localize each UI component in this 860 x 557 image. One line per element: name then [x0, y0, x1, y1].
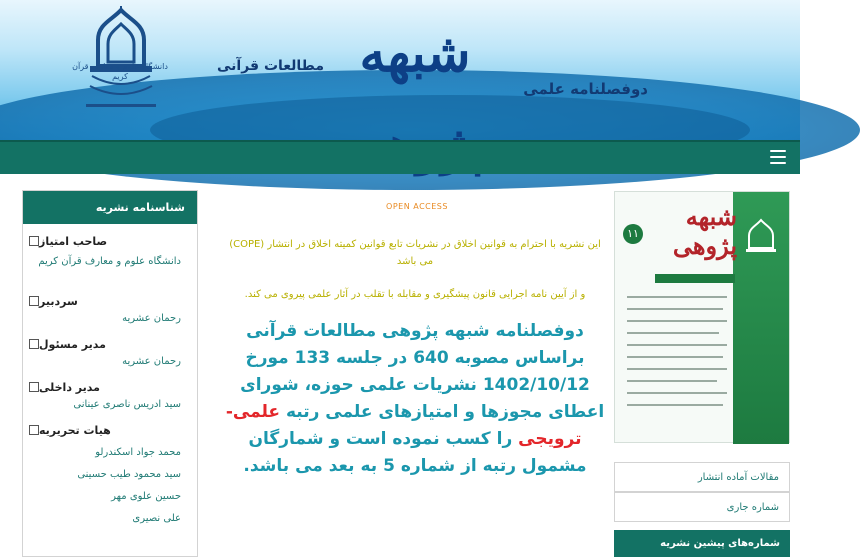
accreditation-statement — [222, 318, 608, 480]
role-label: سردبیر — [39, 294, 78, 308]
cover-subtitle-bar — [655, 274, 735, 283]
role-editor-in-chief-value[interactable]: رحمان عشریه — [122, 313, 181, 324]
role-managing-director — [23, 337, 181, 351]
cover-journal-title: شبهه پژوهی — [672, 202, 737, 260]
link-articles-in-press[interactable]: مقالات آماده انتشار — [614, 462, 790, 492]
cover-toc-line — [627, 332, 719, 334]
journal-identity-panel — [22, 190, 198, 557]
hamburger-line — [770, 162, 786, 164]
checkbox-icon — [29, 236, 39, 246]
checkbox-icon — [29, 296, 39, 306]
cover-toc-line — [627, 308, 723, 310]
link-current-issue[interactable]: شماره جاری — [614, 492, 790, 522]
cover-toc-line — [627, 392, 727, 394]
role-label: مدیر مسئول — [39, 337, 106, 351]
journal-identity-list — [23, 224, 197, 528]
cover-toc-line — [627, 344, 727, 346]
role-managing-director-value[interactable]: رحمان عشریه — [122, 356, 181, 367]
role-owner — [23, 234, 181, 248]
regulation-notice: و از آیین نامه اجرایی قانون پیشگیری و مقابله با تقلب در آثار علمی پیروی می کند. — [244, 289, 586, 300]
cover-issue-number: ۱۱ — [623, 224, 643, 244]
cover-toc-line — [627, 296, 727, 298]
accreditation-text-part1: دوفصلنامه شبهه پژوهی مطالعات قرآنی براساس مصوبه 640 در جلسه 133 مورخ 1402/10/12 نشریات علمی حوزه، شورای اعطای مجوزها و امتیازهای علمی رتبه — [240, 321, 605, 422]
header-banner — [0, 0, 800, 140]
cover-toc-line — [627, 368, 727, 370]
cover-toc-line — [627, 380, 717, 382]
main-content — [222, 190, 608, 557]
journal-subtitle-quranic-studies: مطالعات قرآنی — [216, 58, 324, 74]
role-internal-manager — [23, 380, 181, 394]
hamburger-line — [770, 150, 786, 152]
role-label: صاحب امتیاز — [39, 234, 108, 248]
cover-toc-line — [627, 404, 723, 406]
journal-cover-image[interactable] — [614, 191, 790, 443]
checkbox-icon — [29, 382, 39, 392]
checkbox-icon — [29, 425, 39, 435]
role-editor-in-chief — [23, 294, 181, 308]
journal-type-label: دوفصلنامه علمی — [523, 80, 648, 98]
main-navbar — [0, 140, 800, 174]
checkbox-icon — [29, 339, 39, 349]
editorial-board-member[interactable]: حسین علوی مهر — [111, 491, 181, 502]
cover-toc-line — [627, 320, 727, 322]
role-internal-manager-value[interactable]: سید ادریس ناصری عینانی — [73, 399, 181, 410]
logo-caption: دانشگاه علوم و معارف قرآن کریم — [72, 62, 168, 81]
open-access-badge[interactable] — [362, 202, 472, 220]
editorial-board-member[interactable]: محمد جواد اسکندرلو — [95, 447, 181, 458]
accreditation-rank-highlight: علمی- ترویجی — [225, 402, 582, 449]
editorial-board-member[interactable]: علی نصیری — [132, 513, 181, 524]
hamburger-line — [770, 156, 786, 158]
hamburger-menu-icon[interactable] — [770, 150, 786, 164]
open-access-label: OPEN ACCESS — [386, 202, 448, 211]
accreditation-text-part2: را کسب نموده است و شمارگان مشمول رتبه از شماره 5 به بعد می باشد. — [243, 429, 587, 476]
journal-title: شبهه — [359, 23, 471, 84]
cover-toc-line — [627, 356, 723, 358]
role-owner-value[interactable]: دانشگاه علوم و معارف قرآن کریم — [38, 256, 181, 267]
role-label: مدیر داخلی — [39, 380, 100, 394]
cope-notice: این نشریه با احترام به قوانین اخلاق در نشریات تابع قوانین کمیته اخلاق در انتشار (COPE) می باشد — [229, 239, 601, 267]
role-label: هیات تحریریه — [39, 423, 111, 437]
role-editorial-board — [23, 423, 181, 437]
previous-issues-heading: شماره‌های پیشین نشریه — [614, 530, 790, 557]
journal-identity-heading: شناسنامه نشریه — [23, 191, 197, 224]
editorial-board-member[interactable]: سید محمود طیب حسینی — [77, 469, 181, 480]
cover-emblem-icon — [743, 218, 779, 258]
